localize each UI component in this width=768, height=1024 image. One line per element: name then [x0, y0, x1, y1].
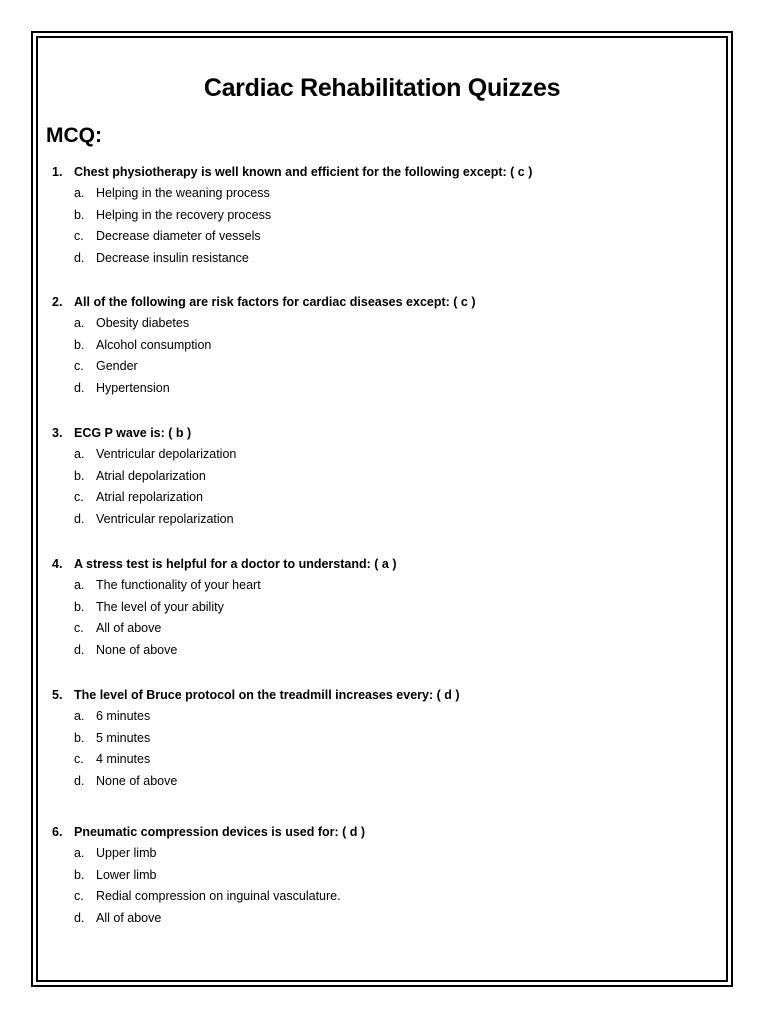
option-text: 5 minutes — [96, 730, 151, 745]
option-item — [52, 183, 712, 205]
option-item — [52, 248, 712, 270]
option-letter: d. — [74, 251, 85, 266]
question-stem: Pneumatic compression devices is used for: ( d ) — [74, 825, 366, 839]
question-2 — [52, 291, 712, 400]
question-text — [52, 684, 712, 706]
option-item — [52, 575, 712, 597]
option-item — [52, 886, 712, 908]
option-item — [52, 749, 712, 771]
option-letter: b. — [74, 599, 85, 614]
option-item — [52, 728, 712, 750]
option-text: Obesity diabetes — [96, 316, 190, 330]
option-letter: a. — [74, 186, 85, 200]
question-stem: ECG P wave is: ( b ) — [74, 426, 192, 440]
question-number: 2. — [52, 295, 63, 309]
option-item — [52, 865, 712, 887]
option-letter: a. — [74, 846, 85, 860]
option-text: None of above — [96, 774, 178, 789]
question-text — [52, 821, 712, 843]
option-item — [52, 335, 712, 357]
option-item — [52, 444, 712, 466]
option-list — [52, 444, 712, 531]
question-number: 4. — [52, 557, 63, 571]
option-letter: c. — [74, 752, 84, 767]
option-letter: a. — [74, 578, 85, 592]
option-item — [52, 618, 712, 640]
option-letter: a. — [74, 709, 85, 723]
option-letter: a. — [74, 316, 85, 330]
question-number: 1. — [52, 165, 63, 179]
option-list — [52, 575, 712, 662]
option-text: Hypertension — [96, 381, 170, 396]
option-item — [52, 356, 712, 378]
option-item — [52, 313, 712, 335]
option-item — [52, 466, 712, 488]
option-letter: c. — [74, 359, 84, 374]
option-letter: b. — [74, 867, 85, 882]
option-item — [52, 908, 712, 930]
option-text: Upper limb — [96, 846, 157, 860]
section-heading: MCQ: — [46, 124, 102, 147]
option-letter: b. — [74, 730, 85, 745]
option-item — [52, 487, 712, 509]
option-list — [52, 313, 712, 400]
question-5 — [52, 684, 712, 793]
option-item — [52, 706, 712, 728]
option-letter: b. — [74, 468, 85, 483]
option-item — [52, 509, 712, 531]
option-text: Alcohol consumption — [96, 337, 212, 352]
option-letter: c. — [74, 621, 84, 636]
question-stem: Chest physiotherapy is well known and efficient for the following except: ( c ) — [74, 165, 533, 179]
option-text: Gender — [96, 359, 138, 374]
option-letter: d. — [74, 774, 85, 789]
question-text — [52, 422, 712, 444]
option-text: 4 minutes — [96, 752, 151, 767]
option-text: Redial compression on inguinal vasculature. — [96, 889, 341, 904]
option-item — [52, 226, 712, 248]
option-text: Decrease diameter of vessels — [96, 229, 261, 244]
option-item — [52, 378, 712, 400]
option-text: Helping in the weaning process — [96, 186, 270, 200]
option-text: Ventricular repolarization — [96, 512, 234, 527]
question-stem: The level of Bruce protocol on the treadmill increases every: ( d ) — [74, 688, 460, 702]
option-text: Decrease insulin resistance — [96, 251, 249, 266]
option-list — [52, 843, 712, 930]
question-number: 3. — [52, 426, 63, 440]
option-item — [52, 771, 712, 793]
option-text: All of above — [96, 911, 162, 926]
question-stem: All of the following are risk factors for cardiac diseases except: ( c ) — [74, 295, 476, 309]
question-stem: A stress test is helpful for a doctor to understand: ( a ) — [74, 557, 397, 571]
question-text — [52, 291, 712, 313]
option-text: Atrial repolarization — [96, 490, 203, 505]
option-letter: d. — [74, 512, 85, 527]
option-letter: d. — [74, 643, 85, 658]
option-letter: b. — [74, 337, 85, 352]
option-letter: b. — [74, 207, 85, 222]
option-text: 6 minutes — [96, 709, 151, 723]
question-4 — [52, 553, 712, 662]
option-letter: d. — [74, 381, 85, 396]
option-item — [52, 843, 712, 865]
option-text: Helping in the recovery process — [96, 207, 272, 222]
question-1 — [52, 161, 712, 270]
option-letter: a. — [74, 447, 85, 461]
option-text: None of above — [96, 643, 178, 658]
question-3 — [52, 422, 712, 531]
question-6 — [52, 821, 712, 930]
option-letter: d. — [74, 911, 85, 926]
option-letter: c. — [74, 889, 84, 904]
question-number: 6. — [52, 825, 63, 839]
option-text: The functionality of your heart — [96, 578, 261, 592]
document-title: Cardiac Rehabilitation Quizzes — [203, 74, 561, 102]
option-text: Ventricular depolarization — [96, 447, 237, 461]
option-item — [52, 205, 712, 227]
option-list — [52, 706, 712, 793]
question-number: 5. — [52, 688, 63, 702]
option-letter: c. — [74, 229, 84, 244]
question-text — [52, 161, 712, 183]
option-item — [52, 640, 712, 662]
option-text: Lower limb — [96, 867, 157, 882]
option-item — [52, 597, 712, 619]
option-text: Atrial depolarization — [96, 468, 206, 483]
option-list — [52, 183, 712, 270]
question-text — [52, 553, 712, 575]
option-letter: c. — [74, 490, 84, 505]
option-text: All of above — [96, 621, 162, 636]
option-text: The level of your ability — [96, 599, 224, 614]
